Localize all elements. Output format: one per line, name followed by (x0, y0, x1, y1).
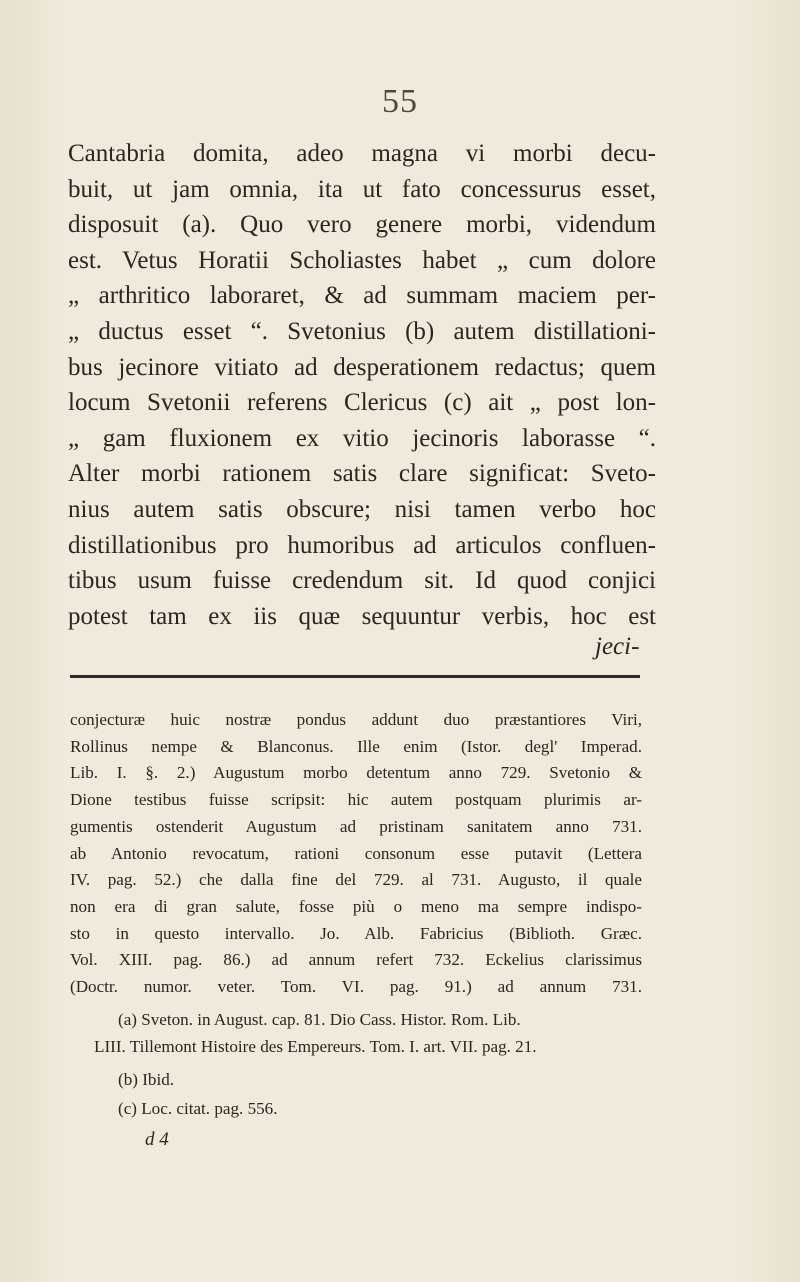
footnote-a: (a) Sveton. in August. cap. 81. Dio Cass. Histor. Rom. Lib. (118, 1010, 521, 1029)
text-line: tibus usum fuisse credendum sit. Id quod conjici (68, 567, 656, 595)
text-line: potest tam ex iis quæ sequuntur verbis, hoc est (68, 602, 656, 630)
signature-mark: d 4 (145, 1129, 169, 1150)
text-line: buit, ut jam omnia, ita ut fato concessurus esset, (68, 175, 656, 203)
note-line: Rollinus nempe & Blanconus. Ille enim (Istor. degl' Imperad. (70, 736, 642, 756)
footnote-c: (c) Loc. citat. pag. 556. (118, 1099, 278, 1118)
footnote-text (70, 707, 642, 1001)
footnote-a-continued: LIII. Tillemont Histoire des Empereurs. Tom. I. art. VII. pag. 21. (94, 1037, 537, 1056)
note-line: Vol. XIII. pag. 86.) ad annum refert 732. Eckelius clarissimus (70, 950, 642, 970)
text-line: locum Svetonii referens Clericus (c) ait „ post lon- (68, 389, 656, 417)
footnote-divider (70, 675, 640, 678)
note-line: Lib. I. §. 2.) Augustum morbo detentum anno 729. Svetonio & (70, 763, 642, 783)
footnote-b: (b) Ibid. (118, 1070, 175, 1089)
text-line: Cantabria domita, adeo magna vi morbi decu- (68, 140, 656, 167)
note-line: conjecturæ huic nostræ pondus addunt duo præstantiores Viri, (70, 710, 642, 729)
catchword: jeci- (595, 633, 640, 660)
text-line: „ ductus esset “. Svetonius (b) autem distillationi- (68, 317, 656, 345)
text-line: „ gam fluxionem ex vitio jecinoris laborasse “. (68, 424, 656, 452)
text-line: nius autem satis obscure; nisi tamen verbo hoc (68, 495, 656, 523)
note-line: sto in questo intervallo. Jo. Alb. Fabricius (Biblioth. Græc. (70, 923, 642, 943)
text-line: est. Vetus Horatii Scholiastes habet „ cum dolore (68, 246, 656, 274)
text-line: bus jecinore vitiato ad desperationem redactus; quem (68, 353, 656, 381)
text-line: „ arthritico laboraret, & ad summam maciem per- (68, 282, 656, 310)
main-text (68, 136, 656, 634)
text-line: disposuit (a). Quo vero genere morbi, videndum (68, 211, 656, 239)
note-line: (Doctr. numor. veter. Tom. VI. pag. 91.) ad annum 731. (70, 977, 642, 997)
note-line: non era di gran salute, fosse più o meno ma sempre indispo- (70, 896, 642, 916)
note-line: Dione testibus fuisse scripsit: hic autem postquam plurimis ar- (70, 790, 642, 810)
note-line: IV. pag. 52.) che dalla fine del 729. al 731. Augusto, il quale (70, 870, 642, 890)
note-line: ab Antonio revocatum, rationi consonum esse putavit (Lettera (70, 843, 642, 863)
page-number: 55 (382, 83, 418, 120)
text-line: Alter morbi rationem satis clare significat: Sveto- (68, 460, 656, 488)
note-line: gumentis ostenderit Augustum ad pristinam sanitatem anno 731. (70, 816, 642, 836)
text-line: distillationibus pro humoribus ad articulos confluen- (68, 531, 656, 559)
